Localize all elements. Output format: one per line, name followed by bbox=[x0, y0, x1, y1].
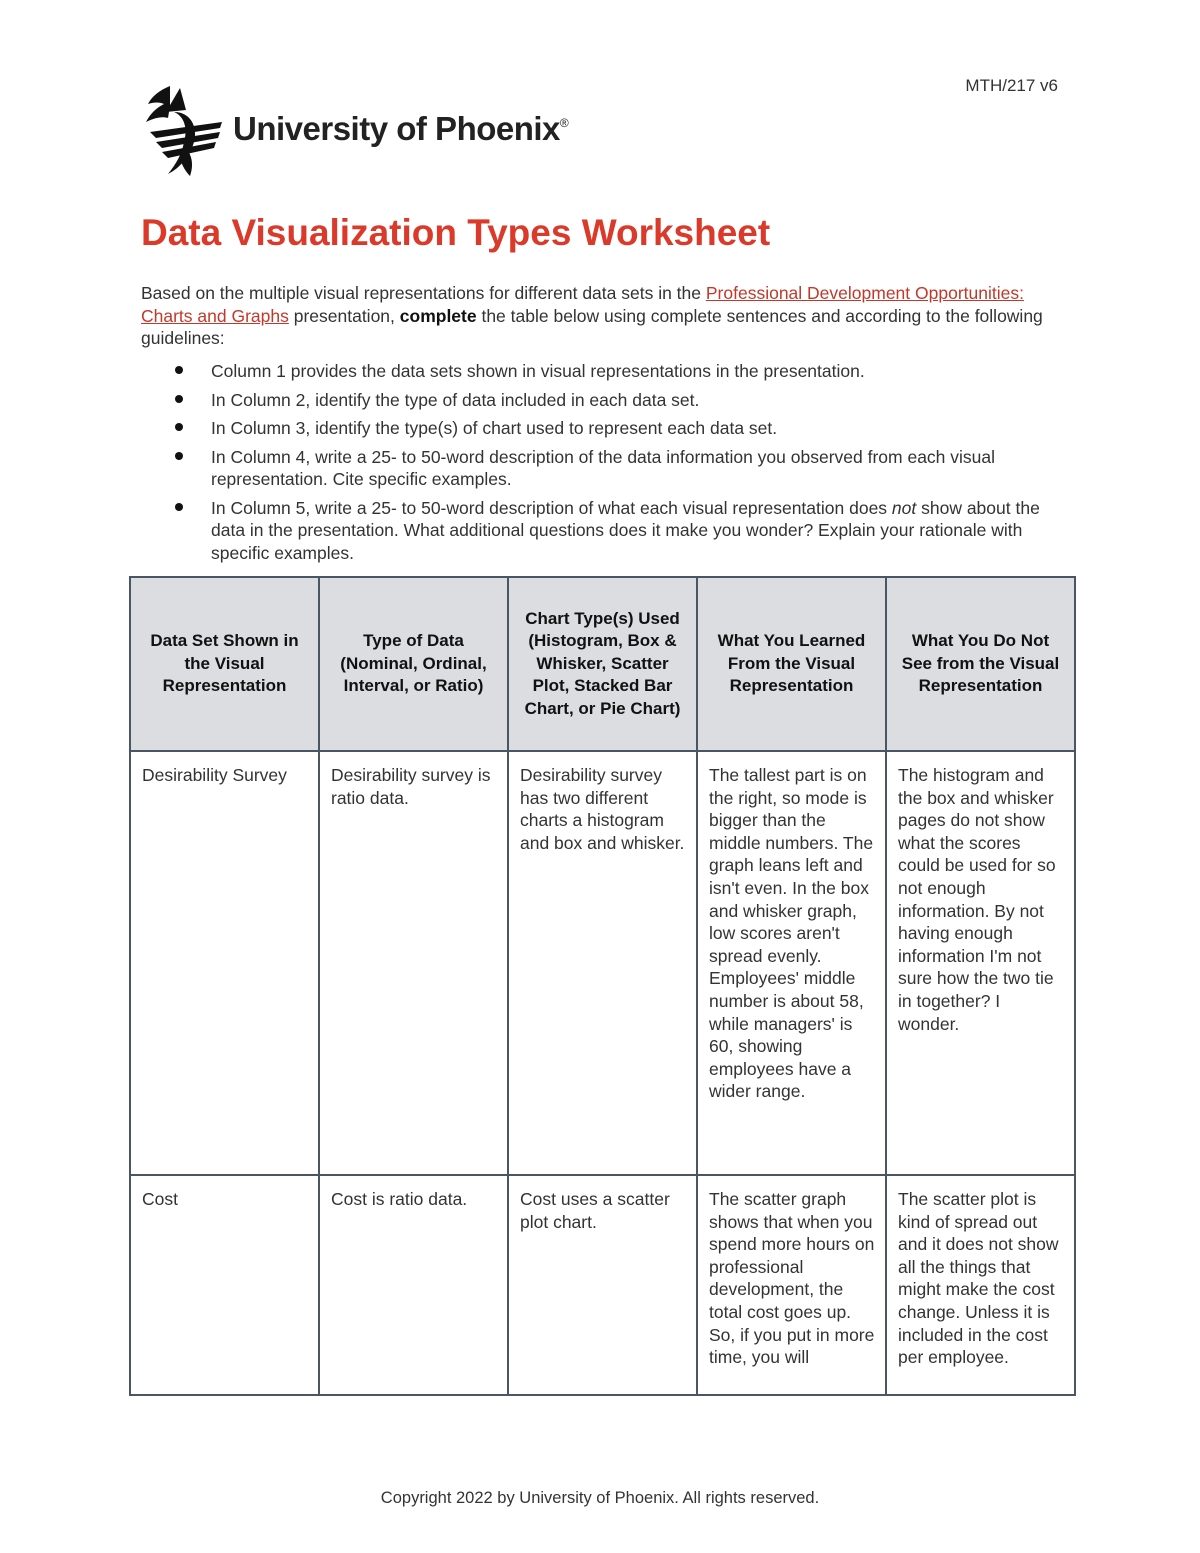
column-header: What You Do Not See from the Visual Representation bbox=[886, 577, 1075, 751]
bullet-icon bbox=[175, 366, 183, 374]
column-header: Chart Type(s) Used (Histogram, Box & Whisker, Scatter Plot, Stacked Bar Chart, or Pie Chart) bbox=[508, 577, 697, 751]
table-cell: The scatter graph shows that when you spend more hours on professional development, the total cost goes up. So, if you put in more time, you will bbox=[697, 1175, 886, 1395]
table-cell: Cost uses a scatter plot chart. bbox=[508, 1175, 697, 1395]
guideline-item: In Column 4, write a 25- to 50-word description of the data information you observed from each visual representation. Cite specific examples. bbox=[141, 446, 1061, 491]
column-header: What You Learned From the Visual Representation bbox=[697, 577, 886, 751]
table-cell: The tallest part is on the right, so mode is bigger than the middle numbers. The graph leans left and isn't even. In the box and whisker graph, low scores aren't spread evenly. Employees' middle number is about 58, while managers' is 60, showing employees have a wider range. bbox=[697, 751, 886, 1175]
guideline-item: In Column 2, identify the type of data included in each data set. bbox=[141, 389, 1061, 412]
bullet-icon bbox=[175, 503, 183, 511]
intro-paragraph: Based on the multiple visual representations for different data sets in the Professional Development Opportunities: Charts and Graphs presentation, complete the table below using complete sentences and according to the following guidelines: bbox=[141, 283, 1043, 348]
guideline-item: In Column 5, write a 25- to 50-word description of what each visual representation does not show about the data in the presentation. What additional questions does it make you wonder? Explain your rationale with specific examples. bbox=[141, 497, 1061, 565]
table-row bbox=[130, 751, 1075, 1175]
table-header-row bbox=[130, 577, 1075, 751]
guideline-item: Column 1 provides the data sets shown in visual representations in the presentation. bbox=[141, 360, 1061, 383]
course-code: MTH/217 v6 bbox=[965, 76, 1058, 95]
phoenix-bird-icon bbox=[140, 82, 230, 182]
table-cell: Cost is ratio data. bbox=[319, 1175, 508, 1395]
table-row bbox=[130, 1175, 1075, 1395]
guideline-item: In Column 3, identify the type(s) of chart used to represent each data set. bbox=[141, 417, 1061, 440]
column-header: Data Set Shown in the Visual Representation bbox=[130, 577, 319, 751]
university-name: University of Phoenix® bbox=[233, 110, 569, 147]
table-cell: The histogram and the box and whisker pages do not show what the scores could be used for so not enough information. By not having enough information I'm not sure how the two tie in together? I wonder. bbox=[886, 751, 1075, 1175]
column-header: Type of Data (Nominal, Ordinal, Interval, or Ratio) bbox=[319, 577, 508, 751]
table-cell: Desirability survey has two different charts a histogram and box and whisker. bbox=[508, 751, 697, 1175]
worksheet-title: Data Visualization Types Worksheet bbox=[141, 212, 771, 253]
bullet-icon bbox=[175, 423, 183, 431]
bullet-icon bbox=[175, 395, 183, 403]
worksheet-table bbox=[129, 576, 1076, 1396]
table-cell: Desirability survey is ratio data. bbox=[319, 751, 508, 1175]
table-cell: Cost bbox=[130, 1175, 319, 1395]
bullet-icon bbox=[175, 452, 183, 460]
copyright-footer: Copyright 2022 by University of Phoenix. All rights reserved. bbox=[380, 1489, 820, 1507]
table-cell: The scatter plot is kind of spread out and it does not show all the things that might make the cost change. Unless it is included in the cost per employee. bbox=[886, 1175, 1075, 1395]
presentation-link[interactable]: Professional Development Opportunities: Charts and Graphs bbox=[141, 283, 1024, 326]
table-cell: Desirability Survey bbox=[130, 751, 319, 1175]
guidelines-list bbox=[141, 360, 1061, 570]
university-logo bbox=[140, 82, 580, 182]
